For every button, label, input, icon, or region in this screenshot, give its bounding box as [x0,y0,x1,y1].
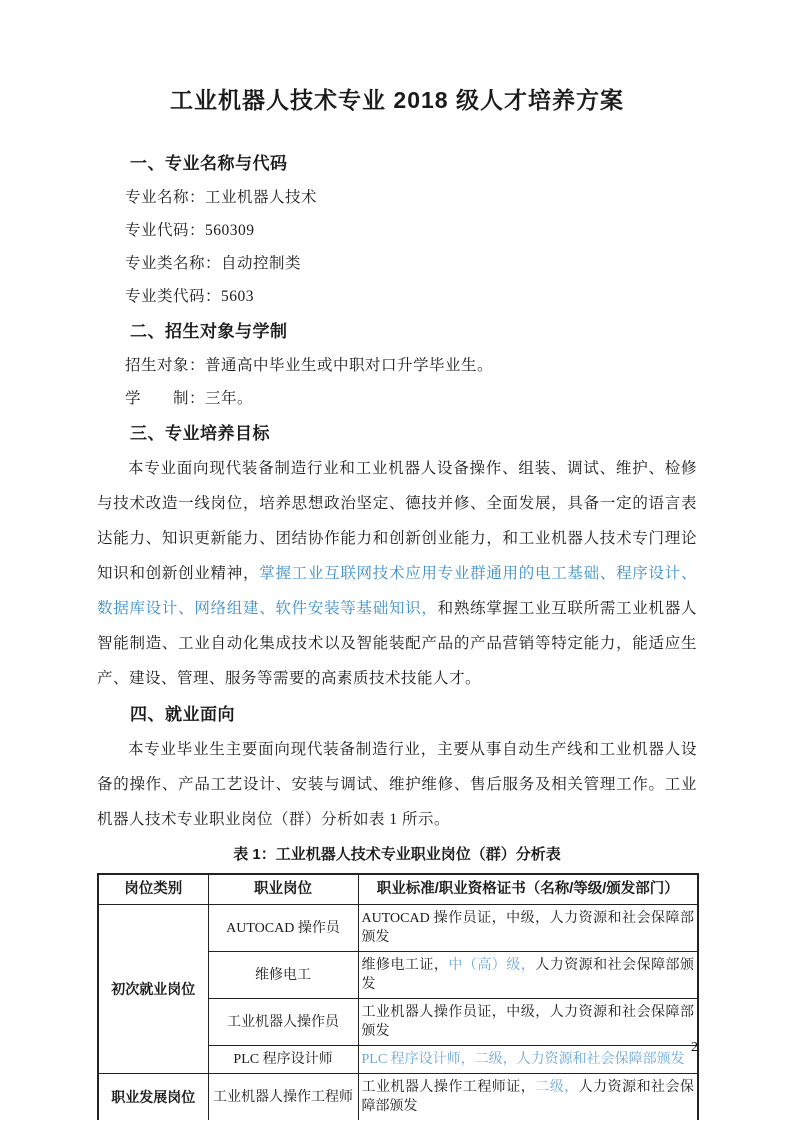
cert-cell [358,952,698,999]
page-title: 工业机器人技术专业 2018 级人才培养方案 [170,87,624,113]
major-class-name-line: 专业类名称：自动控制类 [125,255,302,272]
job-cell: 维修电工 [208,952,358,999]
objective-text-black-1: 本专业面向现代装备制造行业和工业机器人设备操作、组装、调试、维护、检修与技术改造一线岗位，培养思想政治坚定、德技并修、全面发展，具备一定的语言表达能力、知识更新能力、团结协作能力和创新创业能力，和工业机器人技术专门理论知识和创新创业精神， [97,460,697,582]
cert-cell [358,1074,698,1121]
table-header-row [98,874,698,905]
enrollment-target-line: 招生对象：普通高中毕业生或中职对口升学毕业生。 [125,357,494,374]
section-heading-2: 二、招生对象与学制 [130,322,288,341]
major-code-line: 专业代码：560309 [125,222,255,239]
cert-text: 工业机器人操作工程师证， [361,1080,536,1095]
job-cell: PLC 程序设计师 [208,1046,358,1074]
section-heading-4: 四、就业面向 [130,705,235,724]
page-number: 2 [691,1040,698,1055]
cert-cell [358,1046,698,1074]
header-cert: 职业标准/职业资格证书（名称/等级/颁发部门） [358,874,698,905]
cert-cell [358,999,698,1046]
table-row [98,905,698,952]
objective-text-blue: 掌握工业互联网技术应用专业群通用的电工基础、程序设计、数据库设计、网络组建、软件安装等基础知识， [97,565,697,617]
category-cell-career-development: 职业发展岗位 [98,1074,208,1121]
employment-orientation-paragraph: 本专业毕业生主要面向现代装备制造行业，主要从事自动生产线和工业机器人设备的操作、产品工艺设计、安装与调试、维护维修、售后服务及相关管理工作。工业机器人技术专业职业岗位（群）分析如表 1 所示。 [97,741,697,828]
job-cell: AUTOCAD 操作员 [208,905,358,952]
objective-text-black-2: 和熟练掌握工业互联所需工业机器人智能制造、工业自动化集成技术以及智能装配产品的产品营销等特定能力，能适应生产、建设、管理、服务等需要的高素质技术技能人才。 [97,600,697,687]
table-caption: 表 1：工业机器人技术专业职业岗位（群）分析表 [233,846,561,863]
job-position-table [97,873,699,1120]
training-objective-paragraph [97,451,697,696]
cert-text-blue: 中（高）级， [448,958,536,973]
header-category: 岗位类别 [98,874,208,905]
schooling-length-line: 学 制：三年。 [125,390,254,407]
category-cell-initial-jobs: 初次就业岗位 [98,905,208,1074]
cert-text-blue: 二级， [535,1080,579,1095]
job-cell: 工业机器人操作工程师 [208,1074,358,1121]
section-heading-1: 一、专业名称与代码 [130,154,288,173]
cert-text: AUTOCAD 操作员证，中级，人力资源和社会保障部颁发 [361,911,694,945]
major-name-line: 专业名称：工业机器人技术 [125,189,318,206]
table-row [98,1074,698,1121]
section-heading-3: 三、专业培养目标 [130,424,270,443]
cert-text: 人力资源和社会保障部颁发 [361,958,695,992]
cert-cell [358,905,698,952]
job-cell: 工业机器人操作员 [208,999,358,1046]
cert-text: 工业机器人操作员证，中级，人力资源和社会保障部颁发 [361,1005,694,1039]
header-job: 职业岗位 [208,874,358,905]
cert-text: 维修电工证， [361,958,449,973]
major-class-code-line: 专业类代码：5603 [125,288,255,305]
cert-text-blue: PLC 程序设计师，二级，人力资源和社会保障部颁发 [361,1052,685,1067]
cert-text: 人力资源和社会保障部颁发 [361,1080,695,1114]
